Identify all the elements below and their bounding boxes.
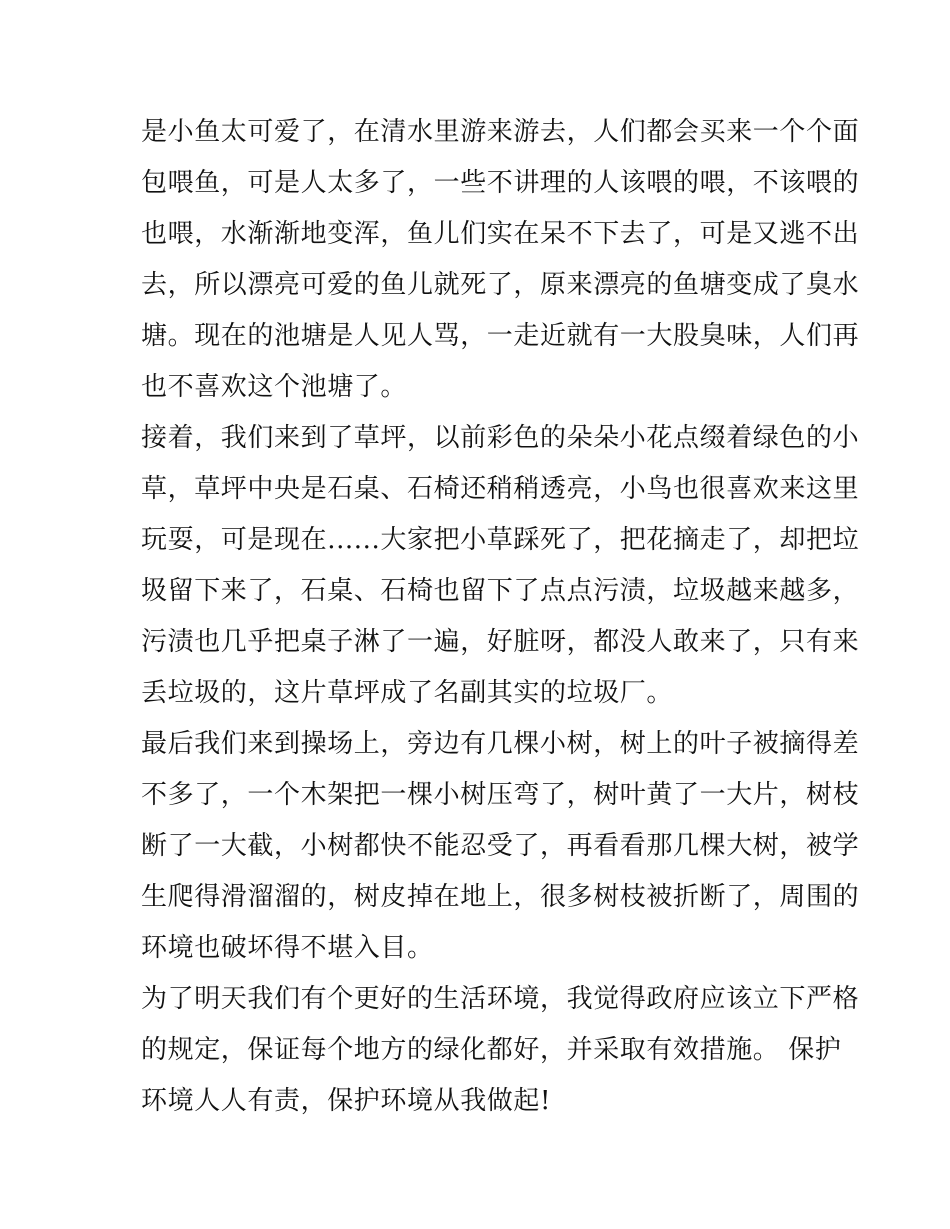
text-line: 断了一大截，小树都快不能忍受了，再看看那几棵大树，被学 [141, 831, 860, 861]
text-line: 圾留下来了，石桌、石椅也留下了点点污渍，垃圾越来越多， [141, 576, 860, 606]
text-line: 草，草坪中央是石桌、石椅还稍稍透亮，小鸟也很喜欢来这里 [141, 474, 860, 504]
essay-body [141, 107, 860, 1127]
text-line: 也喂，水渐渐地变浑，鱼儿们实在呆不下去了，可是又逃不出 [141, 219, 860, 249]
text-line: 污渍也几乎把桌子淋了一遍，好脏呀，都没人敢来了，只有来 [141, 627, 860, 657]
text-line: 最后我们来到操场上，旁边有几棵小树，树上的叶子被摘得差 [141, 729, 860, 759]
text-line: 是小鱼太可爱了，在清水里游来游去，人们都会买来一个个面 [141, 117, 860, 147]
text-line: 的规定，保证每个地方的绿化都好，并采取有效措施。 保护 [141, 1035, 842, 1065]
text-line: 包喂鱼，可是人太多了，一些不讲理的人该喂的喂，不该喂的 [141, 168, 860, 198]
text-line: 接着，我们来到了草坪，以前彩色的朵朵小花点缀着绿色的小 [141, 423, 860, 453]
text-line: 玩耍，可是现在......大家把小草踩死了，把花摘走了，却把垃 [141, 525, 860, 555]
text-line: 环境也破坏得不堪入目。 [141, 933, 434, 963]
text-line: 不多了，一个木架把一棵小树压弯了，树叶黄了一大片，树枝 [141, 780, 860, 810]
text-line: 丢垃圾的，这片草坪成了名副其实的垃圾厂。 [141, 678, 674, 708]
text-line: 去，所以漂亮可爱的鱼儿就死了，原来漂亮的鱼塘变成了臭水 [141, 270, 860, 300]
text-line: 也不喜欢这个池塘了。 [141, 372, 408, 402]
text-line: 环境人人有责，保护环境从我做起! [141, 1086, 552, 1116]
text-line: 为了明天我们有个更好的生活环境，我觉得政府应该立下严格 [141, 984, 860, 1014]
text-line: 生爬得滑溜溜的，树皮掉在地上，很多树枝被折断了，周围的 [141, 882, 860, 912]
text-line: 塘。现在的池塘是人见人骂，一走近就有一大股臭味，人们再 [141, 321, 860, 351]
